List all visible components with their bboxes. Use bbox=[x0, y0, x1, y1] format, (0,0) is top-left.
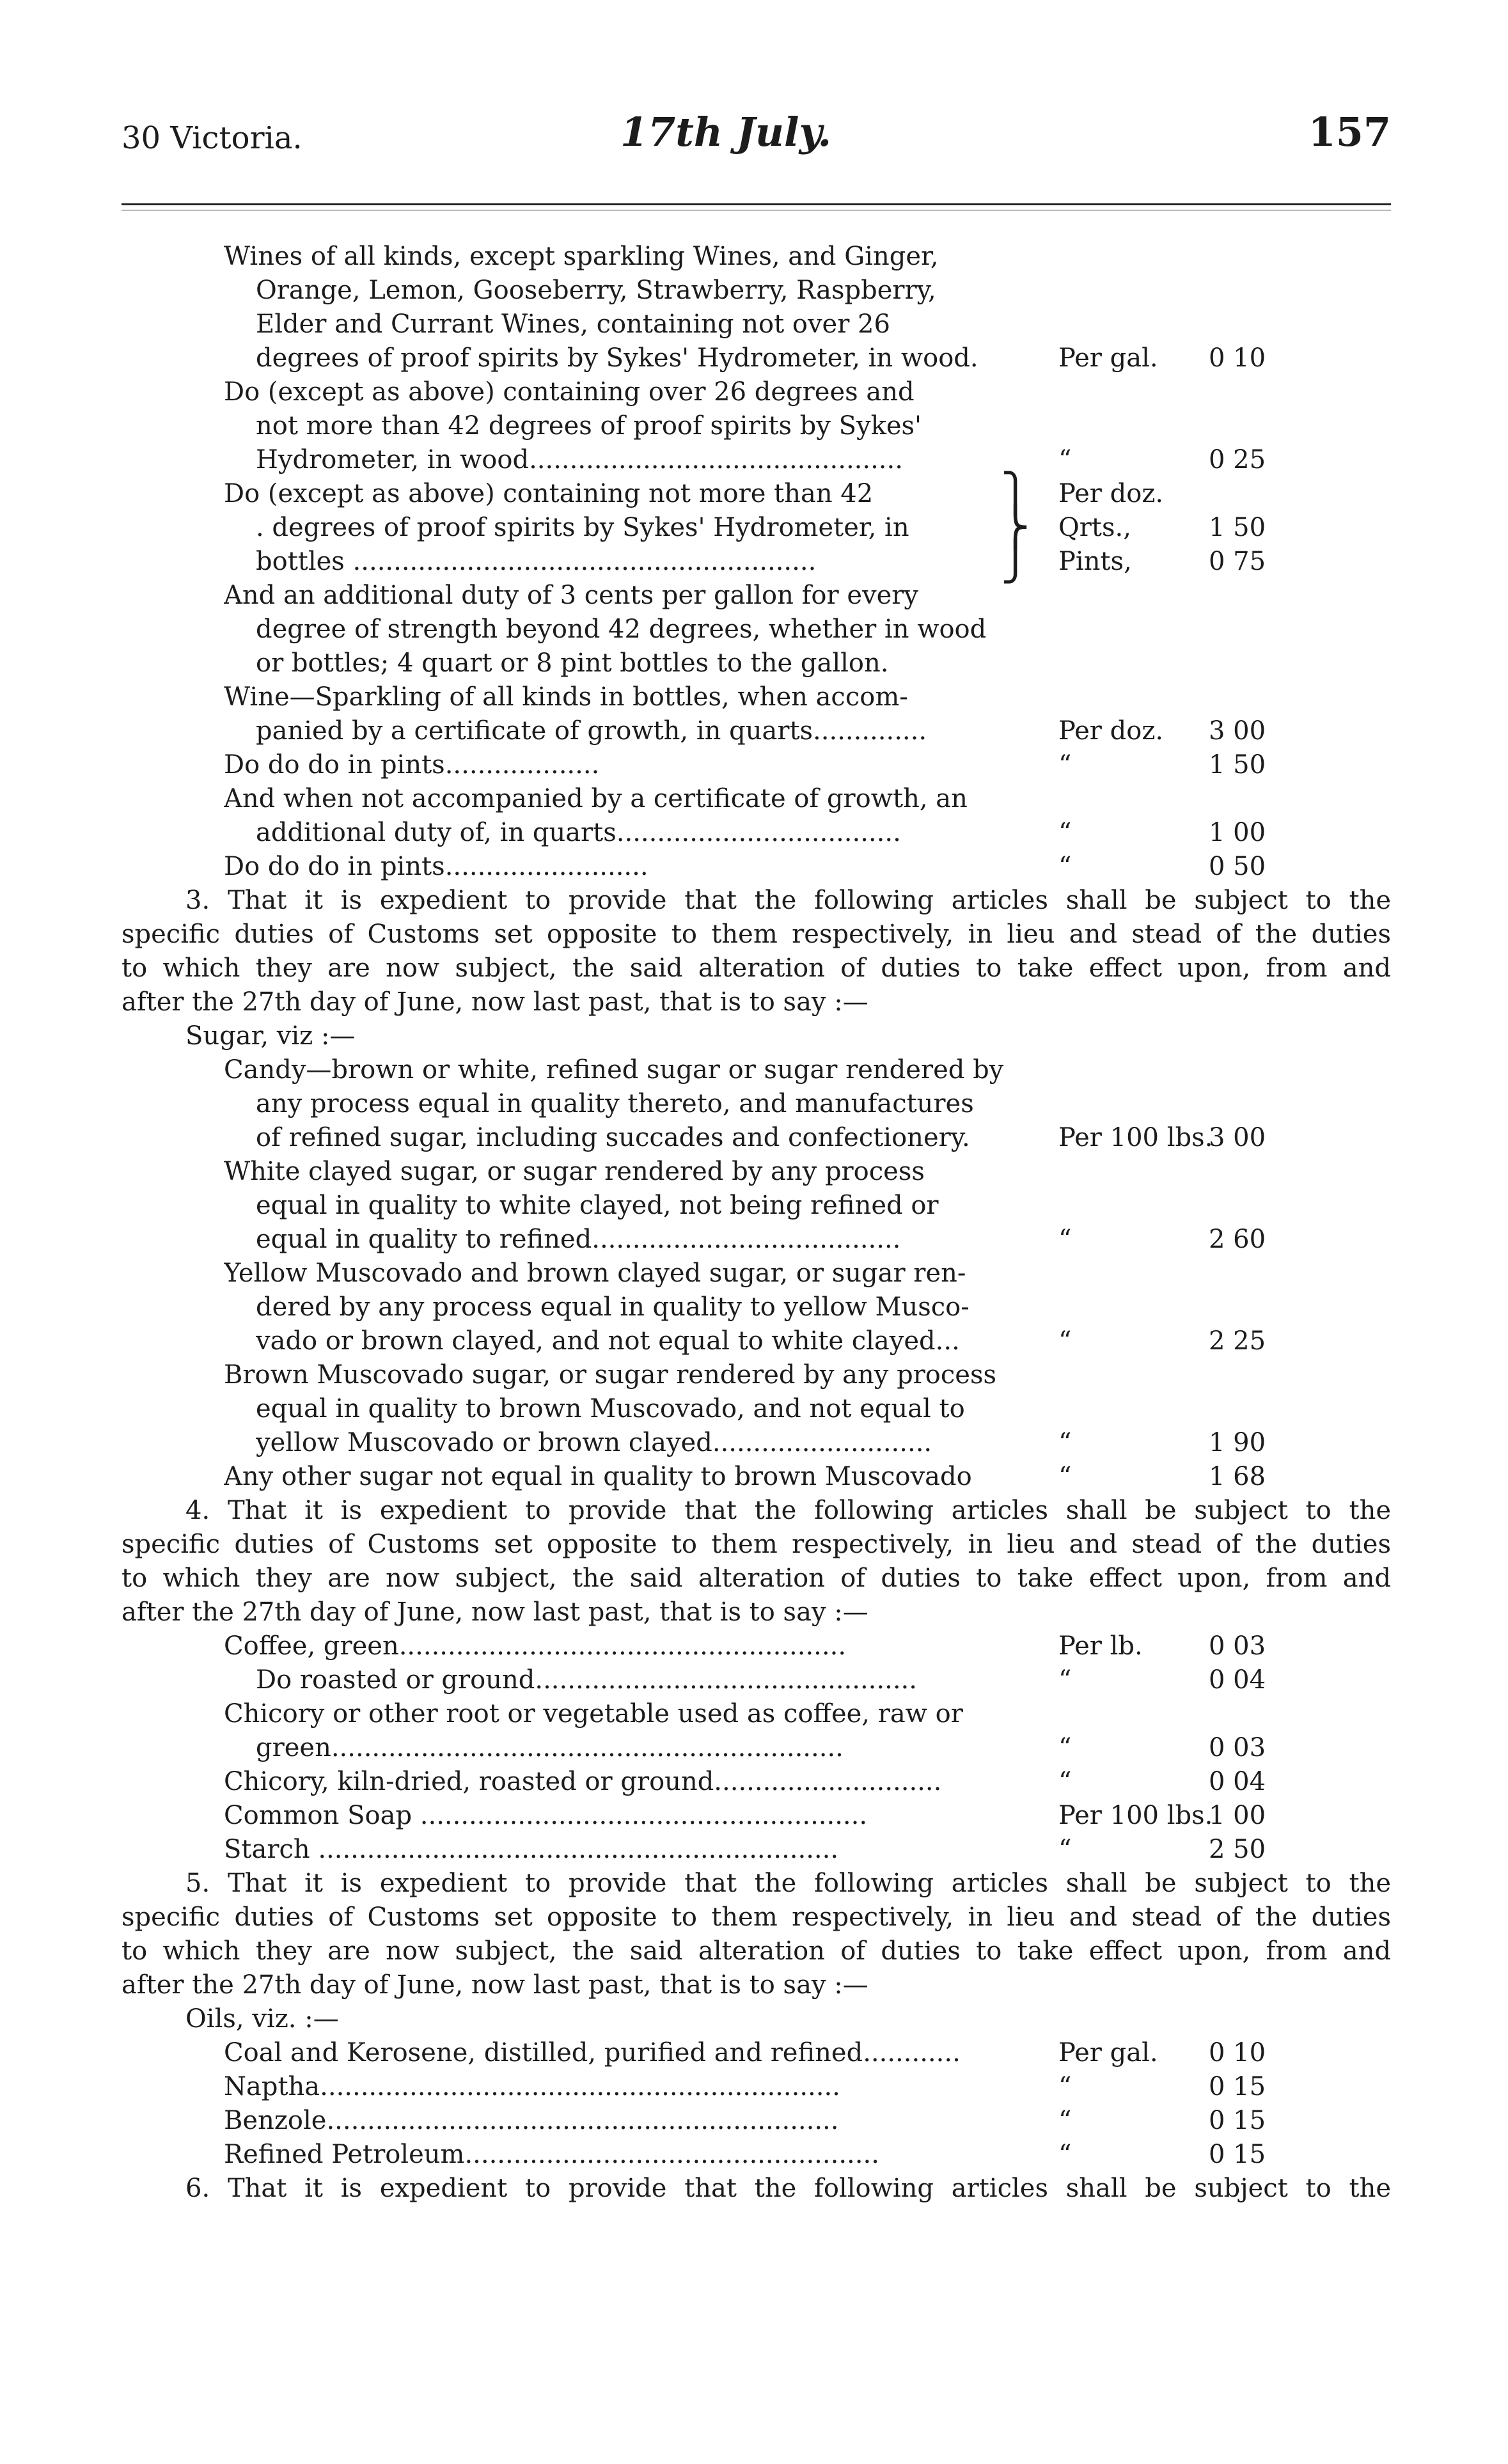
duty-unit: Per 100 lbs. bbox=[1058, 1123, 1213, 1152]
paragraph-line: after the 27th day of June, now last past, that is to say :— bbox=[122, 987, 868, 1017]
schedule-line bbox=[122, 443, 1391, 477]
sugar-schedule bbox=[122, 1053, 1391, 1494]
duty-unit: “ bbox=[1058, 818, 1072, 847]
item-description: Orange, Lemon, Gooseberry, Strawberry, Raspberry, bbox=[256, 276, 936, 305]
item-description: Candy—brown or white, refined sugar or sugar rendered by bbox=[224, 1055, 1004, 1085]
schedule-line bbox=[122, 1155, 1391, 1189]
oils-heading: Oils, viz. :— bbox=[185, 2004, 339, 2034]
item-description: Do roasted or ground............................................... bbox=[256, 1665, 917, 1695]
duty-unit: “ bbox=[1058, 2072, 1072, 2101]
item-description: Do do do in pints................... bbox=[224, 750, 600, 780]
item-description: equal in quality to white clayed, not being refined or bbox=[256, 1191, 939, 1220]
wines-schedule bbox=[122, 240, 1391, 884]
item-description: Wine—Sparkling of all kinds in bottles, when accom- bbox=[224, 682, 908, 712]
paragraph-line: specific duties of Customs set opposite to them respectively, in lieu and stead of the duties bbox=[122, 1530, 1391, 1559]
duty-unit: “ bbox=[1058, 445, 1072, 475]
schedule-line bbox=[122, 1392, 1391, 1426]
schedule-line bbox=[122, 850, 1391, 884]
paragraph-3 bbox=[122, 884, 1391, 1019]
schedule-line bbox=[122, 782, 1391, 816]
duty-rate: 1 90 bbox=[1209, 1428, 1266, 1457]
item-description: And an additional duty of 3 cents per gallon for every bbox=[224, 581, 918, 610]
paragraph-line: after the 27th day of June, now last past, that is to say :— bbox=[122, 1970, 868, 2000]
item-description: . degrees of proof spirits by Sykes' Hydrometer, in bbox=[256, 513, 909, 542]
item-description: Hydrometer, in wood.............................................. bbox=[256, 445, 903, 475]
schedule-line bbox=[122, 1121, 1391, 1155]
schedule-line bbox=[122, 1223, 1391, 1257]
schedule-line bbox=[122, 1291, 1391, 1324]
paragraph-line: 3. That it is expedient to provide that the following articles shall be subject to the bbox=[185, 886, 1391, 915]
duty-unit: “ bbox=[1058, 2140, 1072, 2169]
brace-glyph: ⎬ bbox=[1001, 505, 1030, 550]
duty-unit: Per lb. bbox=[1058, 1631, 1143, 1661]
duty-rate: 1 68 bbox=[1209, 1462, 1266, 1491]
item-description: degrees of proof spirits by Sykes' Hydrometer, in wood. bbox=[256, 343, 978, 373]
item-description: or bottles; 4 quart or 8 pint bottles to the gallon. bbox=[256, 648, 889, 678]
duty-rate: 2 60 bbox=[1209, 1225, 1266, 1254]
item-description: Elder and Currant Wines, containing not over 26 bbox=[256, 310, 890, 339]
paragraph-line: specific duties of Customs set opposite to them respectively, in lieu and stead of the duties bbox=[122, 920, 1391, 949]
paragraph-5 bbox=[122, 1867, 1391, 2002]
item-description: Wines of all kinds, except sparkling Wines, and Ginger, bbox=[224, 242, 939, 271]
item-description: White clayed sugar, or sugar rendered by any process bbox=[224, 1157, 925, 1186]
duty-unit: Per doz. bbox=[1058, 479, 1164, 508]
item-description: Naptha................................................................ bbox=[224, 2072, 840, 2101]
duty-rate: 2 50 bbox=[1209, 1835, 1266, 1864]
schedule-line bbox=[122, 647, 1391, 680]
duty-unit: “ bbox=[1058, 1733, 1072, 1762]
schedule-line bbox=[122, 2104, 1391, 2138]
duty-rate: 0 03 bbox=[1209, 1631, 1266, 1661]
item-description: Chicory, kiln-dried, roasted or ground............................ bbox=[224, 1767, 942, 1796]
schedule-line bbox=[122, 1087, 1391, 1121]
duty-rate: 0 15 bbox=[1209, 2106, 1266, 2135]
item-description: Common Soap ....................................................... bbox=[224, 1801, 868, 1830]
sugar-heading: Sugar, viz :— bbox=[185, 1021, 356, 1051]
paragraph-line: to which they are now subject, the said alteration of duties to take effect upon, from and bbox=[122, 953, 1391, 983]
schedule-line bbox=[122, 613, 1391, 647]
schedule-line bbox=[122, 308, 1391, 341]
paragraph-line: 5. That it is expedient to provide that the following articles shall be subject to the bbox=[185, 1869, 1391, 1898]
duty-rate: 0 15 bbox=[1209, 2140, 1266, 2169]
duty-rate: 3 00 bbox=[1209, 716, 1266, 746]
duty-rate: 1 00 bbox=[1209, 1801, 1266, 1830]
paragraph-4 bbox=[122, 1494, 1391, 1629]
item-description: Any other sugar not equal in quality to brown Muscovado bbox=[224, 1462, 972, 1491]
item-description: Do do do in pints......................... bbox=[224, 852, 648, 881]
item-description: yellow Muscovado or brown clayed........................... bbox=[256, 1428, 932, 1457]
duty-unit: Per gal. bbox=[1058, 2038, 1158, 2068]
schedule-line bbox=[122, 1324, 1391, 1358]
schedule-line bbox=[122, 471, 1391, 516]
item-description: vado or brown clayed, and not equal to white clayed... bbox=[256, 1326, 960, 1356]
schedule-line bbox=[122, 816, 1391, 850]
item-description: Starch ................................................................ bbox=[224, 1835, 839, 1864]
item-description: equal in quality to brown Muscovado, and not equal to bbox=[256, 1394, 965, 1424]
document-body bbox=[122, 240, 1391, 2206]
duty-rate: 1 00 bbox=[1209, 818, 1266, 847]
duty-unit: “ bbox=[1058, 1835, 1072, 1864]
schedule-line bbox=[122, 1358, 1391, 1392]
duty-unit: Qrts., bbox=[1058, 513, 1131, 542]
schedule-line bbox=[122, 714, 1391, 748]
duty-rate: 0 10 bbox=[1209, 2038, 1266, 2068]
duty-rate: 0 75 bbox=[1209, 547, 1266, 576]
paragraph-line: 4. That it is expedient to provide that the following articles shall be subject to the bbox=[185, 1496, 1391, 1525]
duty-rate: 1 50 bbox=[1209, 750, 1266, 780]
item-description: Chicory or other root or vegetable used as coffee, raw or bbox=[224, 1699, 963, 1729]
paragraph-line: to which they are now subject, the said alteration of duties to take effect upon, from and bbox=[122, 1936, 1391, 1966]
duty-unit: Per 100 lbs. bbox=[1058, 1801, 1213, 1830]
schedule-line bbox=[122, 680, 1391, 714]
duty-unit: “ bbox=[1058, 1767, 1072, 1796]
paragraph-line: to which they are now subject, the said alteration of duties to take effect upon, from and bbox=[122, 1564, 1391, 1593]
header-rule-thick bbox=[122, 203, 1391, 205]
schedule-line bbox=[122, 1799, 1391, 1833]
brace-glyph: ⎭ bbox=[1001, 539, 1030, 584]
item-description: dered by any process equal in quality to yellow Musco- bbox=[256, 1292, 970, 1322]
item-description: bottles ......................................................... bbox=[256, 547, 817, 576]
oils-schedule bbox=[122, 2036, 1391, 2172]
schedule-line bbox=[122, 1460, 1391, 1494]
schedule-line bbox=[122, 1663, 1391, 1697]
item-description: any process equal in quality thereto, and manufactures bbox=[256, 1089, 974, 1118]
item-description: Yellow Muscovado and brown clayed sugar, or sugar ren- bbox=[224, 1259, 966, 1288]
schedule-line bbox=[122, 748, 1391, 782]
schedule-line bbox=[122, 1765, 1391, 1799]
brace-glyph: ⎫ bbox=[1001, 471, 1030, 516]
item-description: Refined Petroleum................................................... bbox=[224, 2140, 879, 2169]
duty-unit: Per gal. bbox=[1058, 343, 1158, 373]
schedule-line bbox=[122, 1731, 1391, 1765]
item-description: not more than 42 degrees of proof spirits by Sykes' bbox=[256, 411, 922, 441]
duty-unit: “ bbox=[1058, 1665, 1072, 1695]
paragraph-line: after the 27th day of June, now last past, that is to say :— bbox=[122, 1597, 868, 1627]
schedule-line bbox=[122, 341, 1391, 375]
duty-unit: “ bbox=[1058, 852, 1072, 881]
duty-unit: “ bbox=[1058, 1326, 1072, 1356]
header-date: 17th July. bbox=[620, 109, 832, 155]
schedule-line bbox=[122, 409, 1391, 443]
item-description: Benzole............................................................... bbox=[224, 2106, 839, 2135]
schedule-line bbox=[122, 1833, 1391, 1867]
duty-rate: 0 04 bbox=[1209, 1665, 1266, 1695]
item-description: green............................................................... bbox=[256, 1733, 844, 1762]
duty-rate: 0 10 bbox=[1209, 343, 1266, 373]
duty-rate: 1 50 bbox=[1209, 513, 1266, 542]
schedule-line bbox=[122, 375, 1391, 409]
schedule-line bbox=[122, 2070, 1391, 2104]
schedule-line bbox=[122, 2138, 1391, 2172]
schedule-line bbox=[122, 579, 1391, 613]
duty-unit: Per doz. bbox=[1058, 716, 1164, 746]
item-description: additional duty of, in quarts................................... bbox=[256, 818, 901, 847]
duty-unit: “ bbox=[1058, 2106, 1072, 2135]
item-description: Coal and Kerosene, distilled, purified and refined............ bbox=[224, 2038, 961, 2068]
paragraph-6-line: 6. That it is expedient to provide that the following articles shall be subject to the bbox=[185, 2174, 1391, 2203]
item-description: degree of strength beyond 42 degrees, whether in wood bbox=[256, 615, 987, 644]
schedule-line bbox=[122, 1426, 1391, 1460]
header-regnal-year: 30 Victoria. bbox=[122, 120, 302, 156]
duty-rate: 0 25 bbox=[1209, 445, 1266, 475]
schedule-line bbox=[122, 539, 1391, 584]
item-description: Brown Muscovado sugar, or sugar rendered by any process bbox=[224, 1360, 997, 1390]
duty-rate: 0 50 bbox=[1209, 852, 1266, 881]
item-description: Do (except as above) containing over 26 degrees and bbox=[224, 377, 915, 407]
schedule-line bbox=[122, 1053, 1391, 1087]
running-header bbox=[122, 109, 1391, 173]
schedule-line bbox=[122, 1697, 1391, 1731]
duty-unit: “ bbox=[1058, 1428, 1072, 1457]
duty-unit: Pints, bbox=[1058, 547, 1132, 576]
item-description: And when not accompanied by a certificate of growth, an bbox=[224, 784, 968, 813]
schedule-line bbox=[122, 505, 1391, 550]
schedule-line bbox=[122, 240, 1391, 274]
duty-unit: “ bbox=[1058, 1225, 1072, 1254]
schedule-line bbox=[122, 1257, 1391, 1291]
item-description: Coffee, green....................................................... bbox=[224, 1631, 847, 1661]
duty-rate: 2 25 bbox=[1209, 1326, 1266, 1356]
duty-rate: 0 03 bbox=[1209, 1733, 1266, 1762]
schedule-line bbox=[122, 274, 1391, 308]
schedule-line bbox=[122, 2036, 1391, 2070]
item-description: of refined sugar, including succades and confectionery. bbox=[256, 1123, 970, 1152]
item-description: panied by a certificate of growth, in quarts.............. bbox=[256, 716, 927, 746]
item-description: equal in quality to refined...................................... bbox=[256, 1225, 901, 1254]
duty-rate: 0 15 bbox=[1209, 2072, 1266, 2101]
item-description: Do (except as above) containing not more than 42 bbox=[224, 479, 874, 508]
schedule-line bbox=[122, 1629, 1391, 1663]
duty-unit: “ bbox=[1058, 750, 1072, 780]
page-number: 157 bbox=[1308, 109, 1391, 155]
paragraph-line: specific duties of Customs set opposite to them respectively, in lieu and stead of the duties bbox=[122, 1903, 1391, 1932]
schedule-line bbox=[122, 1189, 1391, 1223]
duty-unit: “ bbox=[1058, 1462, 1072, 1491]
duty-rate: 0 04 bbox=[1209, 1767, 1266, 1796]
coffee-schedule bbox=[122, 1629, 1391, 1867]
duty-rate: 3 00 bbox=[1209, 1123, 1266, 1152]
